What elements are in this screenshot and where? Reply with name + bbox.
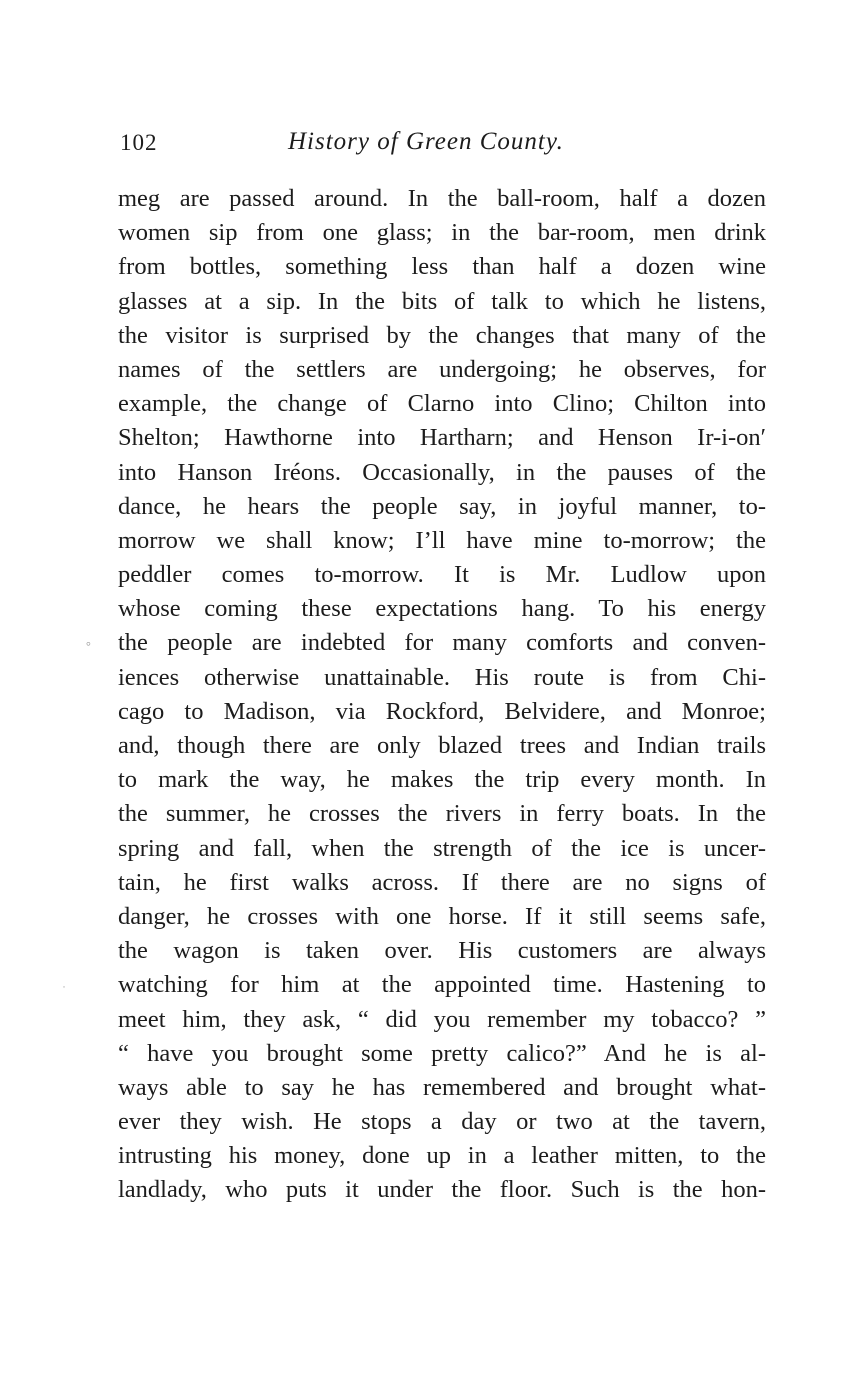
text-line: morrow we shall know; I’ll have mine to-morrow; the <box>118 526 766 554</box>
text-line: iences otherwise unattainable. His route is from Chi- <box>118 663 766 691</box>
text-line: whose coming these expectations hang. To his energy <box>118 595 766 623</box>
text-line: Shelton; Hawthorne into Hartharn; and Henson Ir-i-on′ <box>118 424 766 452</box>
text-line: women sip from one glass; in the bar-room, men drink <box>118 219 766 247</box>
text-line: meet him, they ask, “ did you remember my tobacco? ” <box>118 1005 766 1033</box>
text-line: ever they wish. He stops a day or two at the tavern, <box>118 1108 766 1136</box>
body-text <box>118 182 766 1208</box>
text-line: to mark the way, he makes the trip every month. In <box>118 766 766 794</box>
text-line: example, the change of Clarno into Clino; Chilton into <box>118 390 766 418</box>
text-line: from bottles, something less than half a dozen wine <box>118 253 766 281</box>
scan-speck: ˙ <box>62 983 66 997</box>
text-line: the summer, he crosses the rivers in ferry boats. In the <box>118 800 766 828</box>
text-line: danger, he crosses with one horse. If it still seems safe, <box>118 902 766 930</box>
text-line: “ have you brought some pretty calico?” And he is al- <box>118 1039 766 1067</box>
running-head <box>120 128 766 162</box>
page-number: 102 <box>120 130 158 155</box>
text-line: the visitor is surprised by the changes that many of the <box>118 321 766 349</box>
text-line: ways able to say he has remembered and brought what- <box>118 1073 766 1101</box>
text-line: meg are passed around. In the ball-room, half a dozen <box>118 185 766 212</box>
text-line: the people are indebted for many comforts and conven- <box>118 629 766 657</box>
scan-speck: ° <box>86 639 91 653</box>
text-line: peddler comes to-morrow. It is Mr. Ludlow upon <box>118 561 766 589</box>
text-line: spring and fall, when the strength of the ice is uncer- <box>118 834 766 862</box>
text-line: watching for him at the appointed time. Hastening to <box>118 971 766 999</box>
text-line: and, though there are only blazed trees and Indian trails <box>118 732 766 759</box>
text-line: cago to Madison, via Rockford, Belvidere, and Monroe; <box>118 697 766 725</box>
text-line: glasses at a sip. In the bits of talk to which he listens, <box>118 287 766 315</box>
text-line: intrusting his money, done up in a leather mitten, to the <box>118 1142 766 1170</box>
text-line: landlady, who puts it under the floor. Such is the hon- <box>118 1176 766 1204</box>
text-line: into Hanson Iréons. Occasionally, in the pauses of the <box>118 458 766 486</box>
text-line: dance, he hears the people say, in joyful manner, to- <box>118 492 766 520</box>
text-line: tain, he first walks across. If there are no signs of <box>118 868 766 896</box>
text-line: the wagon is taken over. His customers are always <box>118 937 766 965</box>
text-line: names of the settlers are undergoing; he observes, for <box>118 355 766 383</box>
running-title: History of Green County. <box>288 128 564 155</box>
